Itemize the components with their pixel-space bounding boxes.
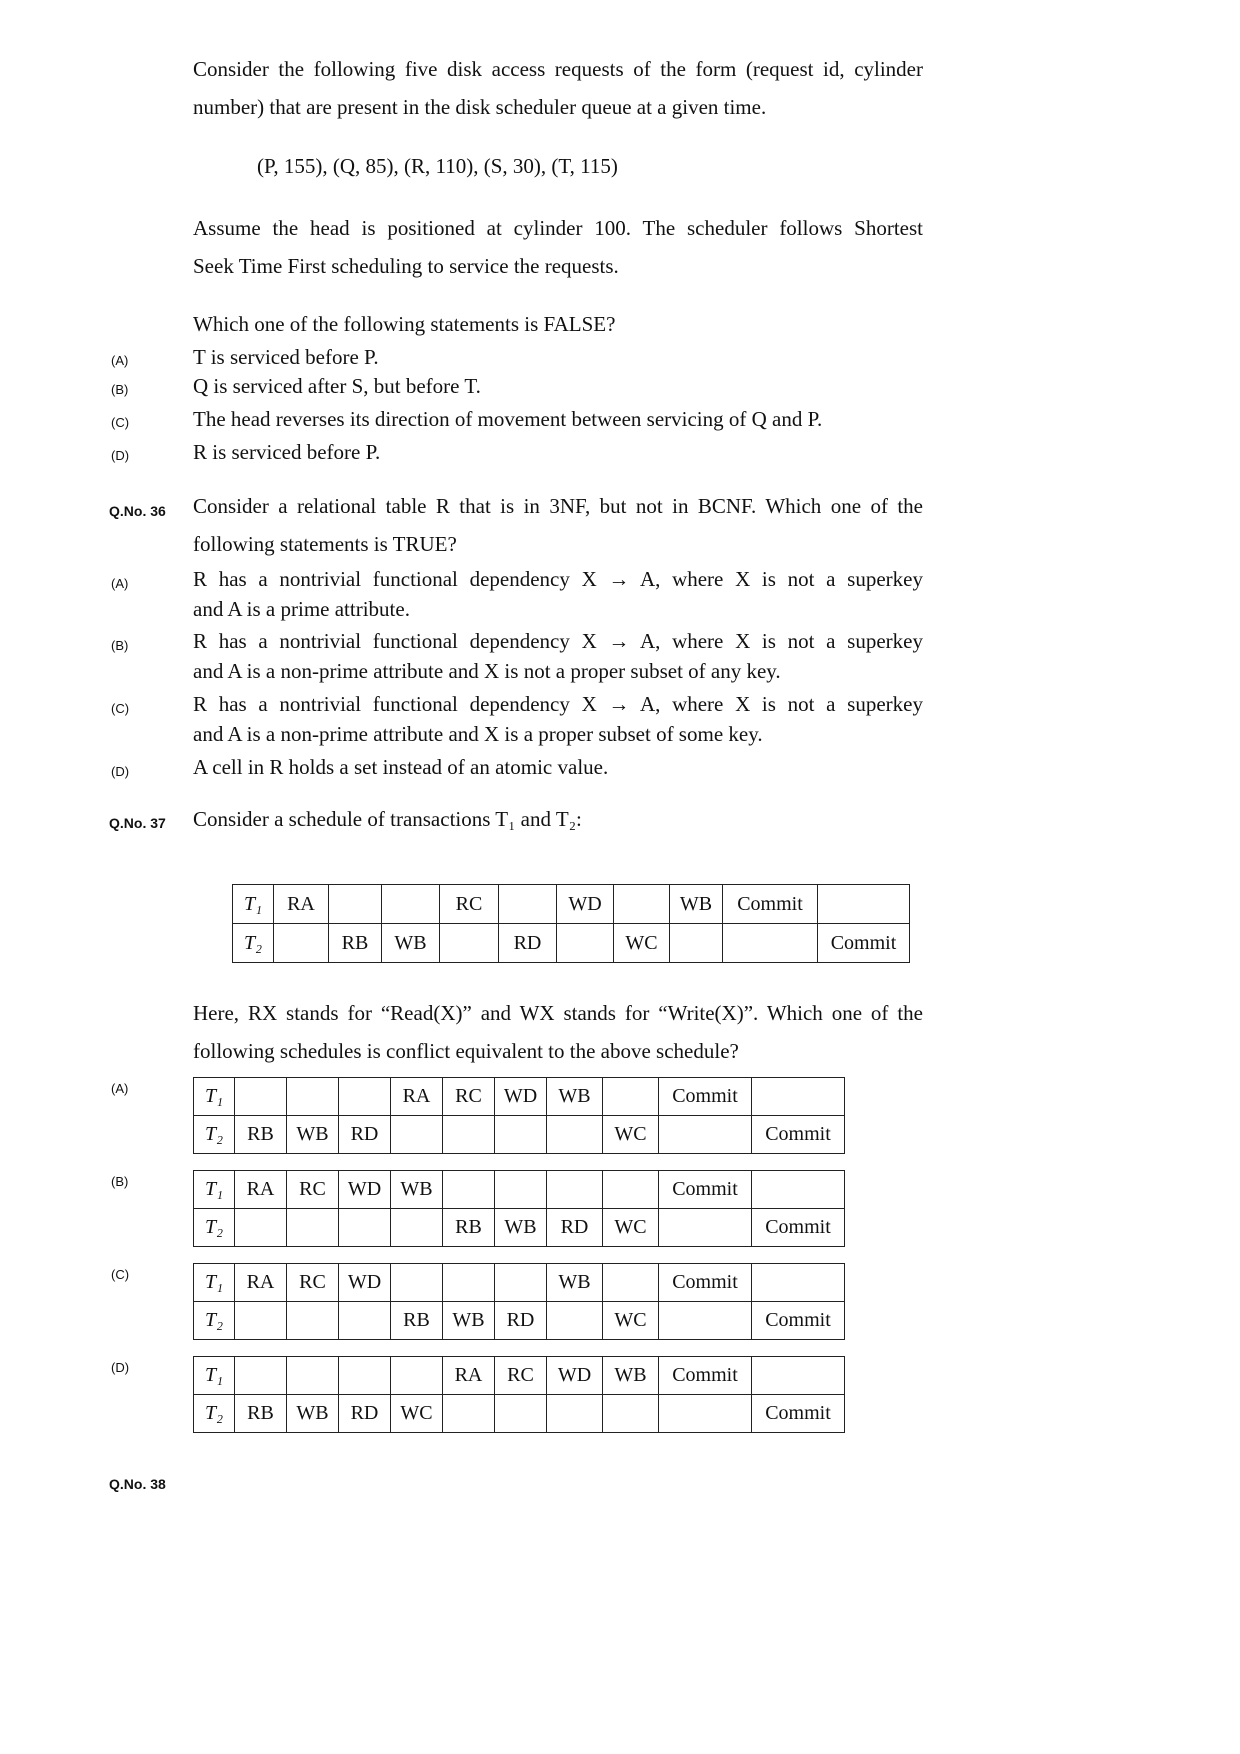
schedule-cell: WD xyxy=(339,1171,391,1209)
schedule-cell xyxy=(391,1264,443,1302)
schedule-cell: RD xyxy=(339,1116,391,1154)
schedule-cell xyxy=(235,1357,287,1395)
schedule-cell: RA xyxy=(274,885,329,924)
schedule-cell xyxy=(659,1209,752,1247)
q37-option-b-label: (B) xyxy=(111,1174,129,1189)
schedule-cell: WB xyxy=(495,1209,547,1247)
schedule-cell xyxy=(391,1116,443,1154)
schedule-cell xyxy=(603,1078,659,1116)
q36-option-a-label: (A) xyxy=(111,576,129,591)
schedule-cell xyxy=(603,1264,659,1302)
q35-option-d-label: (D) xyxy=(111,448,130,463)
schedule-cell: RD xyxy=(499,924,557,963)
transaction-label-t1: T₁ xyxy=(233,885,274,924)
schedule-cell xyxy=(440,924,499,963)
schedule-row-t1 xyxy=(194,1357,845,1395)
schedule-cell xyxy=(670,924,723,963)
schedule-cell: Commit xyxy=(659,1078,752,1116)
schedule-cell xyxy=(235,1078,287,1116)
schedule-cell xyxy=(495,1395,547,1433)
schedule-cell xyxy=(818,885,910,924)
schedule-cell: Commit xyxy=(752,1116,845,1154)
transaction-label-t2: T₂ xyxy=(194,1209,235,1247)
schedule-cell: RC xyxy=(443,1078,495,1116)
q35-option-a-label: (A) xyxy=(111,353,129,368)
schedule-cell: Commit xyxy=(752,1209,845,1247)
schedule-cell xyxy=(752,1078,845,1116)
q37-option-b-table xyxy=(193,1170,845,1247)
q35-question: Which one of the following statements is FALSE? xyxy=(193,312,616,336)
transaction-label-t1: T₁ xyxy=(194,1078,235,1116)
schedule-cell: RA xyxy=(443,1357,495,1395)
schedule-cell: RA xyxy=(235,1264,287,1302)
schedule-cell xyxy=(547,1302,603,1340)
schedule-cell xyxy=(274,924,329,963)
schedule-row-t2 xyxy=(194,1209,845,1247)
schedule-cell xyxy=(287,1209,339,1247)
schedule-cell xyxy=(723,924,818,963)
schedule-cell: WB xyxy=(547,1078,603,1116)
schedule-cell: WD xyxy=(547,1357,603,1395)
q36-stem: Consider a relational table R that is in 3NF, but not in BCNF. Which one of the following statements is TRUE? xyxy=(193,494,923,556)
schedule-cell xyxy=(235,1302,287,1340)
schedule-cell: WB xyxy=(547,1264,603,1302)
schedule-row-t2 xyxy=(194,1302,845,1340)
schedule-cell xyxy=(495,1264,547,1302)
q36-option-d: A cell in R holds a set instead of an atomic value. xyxy=(193,755,609,779)
schedule-cell xyxy=(287,1357,339,1395)
schedule-cell: WB xyxy=(382,924,440,963)
q36-option-c-label: (C) xyxy=(111,701,130,716)
transaction-label-t1: T₁ xyxy=(194,1357,235,1395)
schedule-row-t2 xyxy=(233,924,910,963)
schedule-cell xyxy=(603,1171,659,1209)
schedule-cell xyxy=(547,1395,603,1433)
schedule-cell: RB xyxy=(235,1395,287,1433)
q37-option-a-table xyxy=(193,1077,845,1154)
schedule-cell xyxy=(391,1357,443,1395)
schedule-cell: Commit xyxy=(752,1302,845,1340)
schedule-cell: WB xyxy=(287,1395,339,1433)
q38-number: Q.No. 38 xyxy=(109,1476,166,1492)
schedule-cell: WB xyxy=(287,1116,339,1154)
schedule-cell: WB xyxy=(391,1171,443,1209)
transaction-label-t2: T₂ xyxy=(194,1116,235,1154)
q35-option-b: Q is serviced after S, but before T. xyxy=(193,374,481,398)
q37-option-a-label: (A) xyxy=(111,1081,129,1096)
transaction-label-t2: T₂ xyxy=(233,924,274,963)
schedule-cell: RB xyxy=(443,1209,495,1247)
schedule-cell: WD xyxy=(557,885,614,924)
schedule-cell xyxy=(499,885,557,924)
schedule-cell xyxy=(443,1264,495,1302)
schedule-cell: RB xyxy=(235,1116,287,1154)
schedule-cell: RC xyxy=(495,1357,547,1395)
schedule-cell: Commit xyxy=(723,885,818,924)
schedule-cell xyxy=(752,1357,845,1395)
q36-option-d-label: (D) xyxy=(111,764,130,779)
q37-explanation: Here, RX stands for “Read(X)” and WX stands for “Write(X)”. Which one of the following schedules is conflict equivalent to the above schedule? xyxy=(193,1001,923,1063)
q36-number: Q.No. 36 xyxy=(109,503,166,519)
schedule-cell xyxy=(659,1302,752,1340)
q37-number: Q.No. 37 xyxy=(109,815,166,831)
schedule-row-t1 xyxy=(233,885,910,924)
schedule-cell: WB xyxy=(443,1302,495,1340)
transaction-label-t1: T₁ xyxy=(194,1171,235,1209)
schedule-cell: WB xyxy=(603,1357,659,1395)
q35-option-c-label: (C) xyxy=(111,415,130,430)
schedule-cell: RB xyxy=(391,1302,443,1340)
schedule-cell xyxy=(287,1078,339,1116)
schedule-cell: WC xyxy=(614,924,670,963)
schedule-cell: RC xyxy=(440,885,499,924)
schedule-cell: RC xyxy=(287,1264,339,1302)
q36-option-b-label: (B) xyxy=(111,638,129,653)
schedule-cell xyxy=(752,1171,845,1209)
schedule-cell: WC xyxy=(603,1302,659,1340)
schedule-cell: WC xyxy=(603,1209,659,1247)
q37-option-d-label: (D) xyxy=(111,1360,130,1375)
schedule-row-t1 xyxy=(194,1078,845,1116)
schedule-cell: WD xyxy=(495,1078,547,1116)
q35-assumption: Assume the head is positioned at cylinder 100. The scheduler follows Shortest Seek Time First scheduling to service the requests. xyxy=(193,216,923,278)
schedule-cell: RA xyxy=(235,1171,287,1209)
schedule-cell: WB xyxy=(670,885,723,924)
q36-option-b: R has a nontrivial functional dependency X → A, where X is not a superkey and A is a non-prime attribute and X is not a proper subset of any key. xyxy=(193,629,923,683)
q35-requests: (P, 155), (Q, 85), (R, 110), (S, 30), (T, 115) xyxy=(257,154,618,178)
schedule-cell xyxy=(391,1209,443,1247)
transaction-label-t1: T₁ xyxy=(194,1264,235,1302)
schedule-cell xyxy=(443,1171,495,1209)
q36-option-c: R has a nontrivial functional dependency X → A, where X is not a superkey and A is a non-prime attribute and X is a proper subset of some key. xyxy=(193,692,923,746)
schedule-cell: RA xyxy=(391,1078,443,1116)
schedule-cell: RC xyxy=(287,1171,339,1209)
schedule-row-t2 xyxy=(194,1395,845,1433)
schedule-cell: Commit xyxy=(752,1395,845,1433)
schedule-cell xyxy=(557,924,614,963)
q36-option-a: R has a nontrivial functional dependency X → A, where X is not a superkey and A is a prime attribute. xyxy=(193,567,923,621)
schedule-cell xyxy=(339,1357,391,1395)
q35-option-d: R is serviced before P. xyxy=(193,440,381,464)
schedule-cell xyxy=(339,1078,391,1116)
schedule-cell xyxy=(287,1302,339,1340)
schedule-cell: RB xyxy=(329,924,382,963)
schedule-cell xyxy=(443,1116,495,1154)
schedule-cell xyxy=(603,1395,659,1433)
schedule-cell: WC xyxy=(603,1116,659,1154)
schedule-cell xyxy=(547,1116,603,1154)
schedule-cell xyxy=(382,885,440,924)
q35-option-b-label: (B) xyxy=(111,382,129,397)
schedule-cell: Commit xyxy=(659,1264,752,1302)
schedule-cell xyxy=(329,885,382,924)
transaction-label-t2: T₂ xyxy=(194,1395,235,1433)
transaction-label-t2: T₂ xyxy=(194,1302,235,1340)
schedule-cell: Commit xyxy=(659,1171,752,1209)
schedule-cell: RD xyxy=(495,1302,547,1340)
q35-option-a: T is serviced before P. xyxy=(193,345,379,369)
schedule-cell xyxy=(752,1264,845,1302)
q37-option-c-label: (C) xyxy=(111,1267,130,1282)
schedule-cell xyxy=(659,1116,752,1154)
schedule-cell xyxy=(495,1171,547,1209)
schedule-cell xyxy=(659,1395,752,1433)
schedule-row-t1 xyxy=(194,1264,845,1302)
schedule-cell: Commit xyxy=(659,1357,752,1395)
schedule-cell xyxy=(547,1171,603,1209)
q37-stem: Consider a schedule of transactions T₁ and T₂: xyxy=(193,807,582,831)
q37-option-c-table xyxy=(193,1263,845,1340)
schedule-cell: WC xyxy=(391,1395,443,1433)
schedule-row-t1 xyxy=(194,1171,845,1209)
q37-option-d-table xyxy=(193,1356,845,1433)
schedule-cell: Commit xyxy=(818,924,910,963)
schedule-cell xyxy=(339,1302,391,1340)
q35-option-c: The head reverses its direction of movement between servicing of Q and P. xyxy=(193,407,823,431)
schedule-cell xyxy=(339,1209,391,1247)
schedule-cell xyxy=(235,1209,287,1247)
main-schedule-table xyxy=(232,884,910,963)
schedule-cell xyxy=(443,1395,495,1433)
schedule-cell: RD xyxy=(547,1209,603,1247)
schedule-cell: RD xyxy=(339,1395,391,1433)
schedule-cell xyxy=(495,1116,547,1154)
q35-stem: Consider the following five disk access requests of the form (request id, cylinder number) that are present in the disk scheduler queue at a given time. xyxy=(193,57,923,119)
schedule-cell xyxy=(614,885,670,924)
schedule-row-t2 xyxy=(194,1116,845,1154)
schedule-cell: WD xyxy=(339,1264,391,1302)
